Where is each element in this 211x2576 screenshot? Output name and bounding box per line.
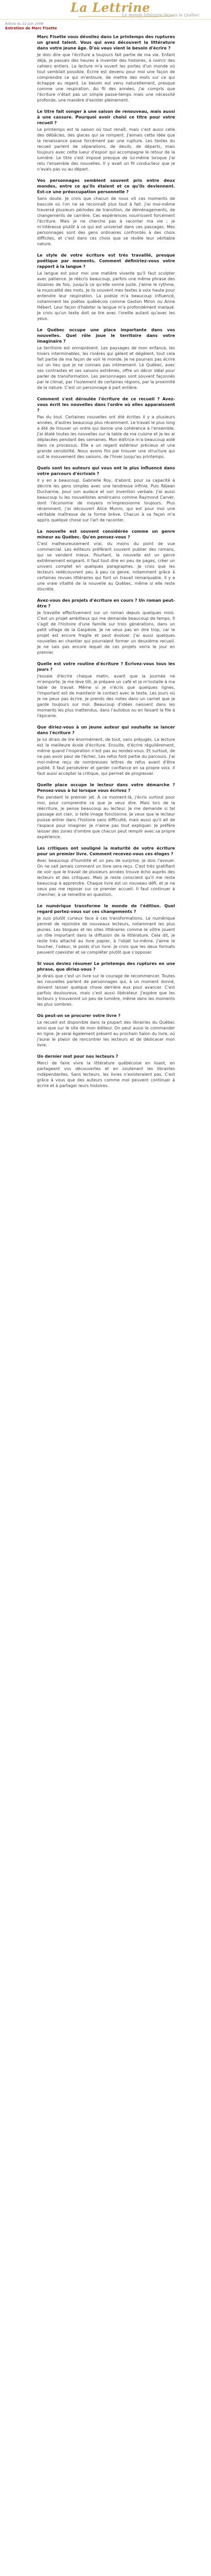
interview-question: Le numérique transforme le monde de l'édition. Quel regard portez-vous sur ces changements ? [37,904,175,914]
interview-question: Quelle est votre routine d'écriture ? Écrivez-vous tous les jours ? [37,662,175,672]
interview-question: Un dernier mot pour nos lecteurs ? [37,1054,118,1059]
interview-question: Avez-vous des projets d'écriture en cours ? Un roman peut-être ? [37,598,175,608]
interview-question: Le titre fait songer à une saison de renouveau, mais aussi à une cassure. Pourquoi avoir choisi ce titre pour votre recueil ? [37,109,175,125]
interview-qa-block [37,327,175,391]
interview-qa-block [37,903,175,955]
interview-answer: Merci de faire vivre la littérature québécoise en lisant, en partageant vos découvertes et en soutenant les librairies indépendantes. Sans lecteurs, les livres n'existeraient pas. C'est grâce à vous que des auteurs comme moi peuvent continuer à écrire et à partager leurs histoires. [37,1061,175,1088]
interview-answer: Le recueil est disponible dans la plupart des librairies du Québec ainsi que sur le site de mon éditeur. On peut aussi le commander en ligne. Je serai également présent au prochain Salon du livre, où j'aurai le plaisir de rencontrer les lecteurs et de dédicacer mon livre. [37,1020,175,1047]
interview-question: Que diriez-vous à un jeune auteur qui souhaite se lancer dans l'écriture ? [37,725,175,735]
interview-question: Comment s'est déroulée l'écriture de ce recueil ? Avez-vous écrit les nouvelles dans l'ordre où elles apparaissent ? [37,397,175,413]
interview-answer: Je travaille effectivement sur un roman depuis quelques mois. C'est un projet ambitieux qui me demande beaucoup de temps. Il s'agit de l'histoire d'une famille sur trois générations, dans un petit village de la Gaspésie. Je ne veux pas en dire trop, car le projet est encore fragile et peut évoluer. J'ai aussi quelques nouvelles en chantier qui pourraient former un deuxième recueil. Je ne sais pas encore lequel de ces projets verra le jour en premier. [37,611,175,655]
interview-question: La nouvelle est souvent considérée comme un genre mineur au Québec. Qu'en pensez-vous ? [37,529,175,539]
interview-qa-block [37,661,175,719]
site-logo-subtitle: Le monde littéraire depuis le Québec [121,13,200,18]
interview-question: Où peut-on se procurer votre livre ? [37,1013,121,1018]
interview-answer: Le territoire est omniprésent. Les paysages de mon enfance, les hivers interminables, les rivières qui gèlent et dégèlent, tout cela fait partie de ma façon de voir le monde. Je ne pourrais pas écrire sur un lieu que je ne connais pas intimement. Le Québec, avec ses contrastes et ses saisons extrêmes, offre un décor idéal pour parler de transformation. Les personnages sont souvent façonnés par le climat, par l'isolement de certaines régions, par la proximité de la nature. C'est un personnage à part entière. [37,346,175,390]
article-body [0,31,211,1089]
interview-answer: Je dois dire que l'écriture a toujours fait partie de ma vie. Enfant déjà, je passais des heures à inventer des histoires, à noircir des cahiers entiers. La lecture m'a ouvert les portes d'un monde où tout semblait possible. Écrire est devenu pour moi une façon de comprendre ce qui m'entoure, de mettre des mots sur ce qui échappe au regard. Le besoin est venu naturellement, presque comme une respiration. Au fil des années, j'ai compris que l'écriture n'était pas un simple passe-temps mais une nécessité profonde, une manière d'exister pleinement. [37,53,175,103]
interview-qa-block [37,396,175,460]
site-header [0,0,211,20]
interview-question: Marc Fisette vous dévoilez dans Le printemps des ruptures un grand talent. Vous qui avez découvert la littérature dans votre jeune âge. D'où vous vient le besoin d'écrire ? [37,35,175,50]
interview-question: Quels sont les auteurs qui vous ont le plus influencé dans votre parcours d'écrivain ? [37,466,175,476]
interview-question: Si vous deviez résumer Le printemps des ruptures en une phrase, que diriez-vous ? [37,961,175,972]
interview-answer: Sans doute. Je crois que chacun de nous vit ces moments de bascule où l'on ne se reconnaît plus tout à fait. J'ai moi-même traversé plusieurs périodes de transition, de déménagements, de changements de carrière. Ces expériences nourrissent forcément l'écriture. Mais je ne cherche pas à raconter ma vie ; je m'intéresse plutôt à ce qui est universel dans ces passages. Mes personnages sont des gens ordinaires confrontés à des choix difficiles, et c'est dans ces choix que se révèle leur véritable nature. [37,196,175,246]
interview-qa-block [37,1013,175,1048]
interview-question: Vos personnages semblent souvent pris entre deux mondes, entre ce qu'ils étaient et ce qu'ils deviennent. Est-ce une préoccupation personnelle ? [37,178,175,194]
interview-answer: Je lui dirais de lire énormément, de tout, sans préjugés. La lecture est la meilleure école d'écriture. Ensuite, d'écrire régulièrement, même quand l'inspiration n'est pas au rendez-vous. Et surtout, de ne pas avoir peur de l'échec. Les refus font partie du parcours. J'ai moi-même reçu de nombreuses lettres de refus avant d'être publié. Il faut persévérer et garder confiance en sa propre voix. Il faut aussi accepter la critique, qui permet de progresser. [37,737,175,776]
site-logo-title[interactable]: La Lettrine [70,0,150,15]
interview-answer: Le printemps est la saison où tout renaît, mais c'est aussi celle des débâcles, des glaces qui se rompent. J'aimais cette idée que la renaissance passe forcément par une rupture. Les textes du recueil parlent de séparations, de deuils, de départs, mais toujours avec cette lueur d'espoir qui accompagne le retour de la lumière. Le titre s'est imposé presque de lui-même lorsque j'ai relu l'ensemble des nouvelles. Il y avait un fil conducteur que je n'avais pas vu au départ. [37,127,175,172]
interview-qa-block [37,1054,175,1089]
interview-qa-block [37,252,175,321]
interview-qa-block [37,178,175,247]
interview-qa-block [37,598,175,655]
interview-answer: J'essaie d'écrire chaque matin, avant que la journée ne m'emporte. Je me lève tôt, je prépare un café et je m'installe à ma table de travail. Même si je n'écris que quelques lignes, l'important est de maintenir le contact avec le texte. Les jours où je ne peux pas écrire, je prends des notes dans un carnet que je garde toujours sur moi. Beaucoup d'idées naissent dans les moments les plus inattendus, dans l'autobus ou en faisant la file à l'épicerie. [37,674,175,718]
article-date: Article du 22 juin 2008 [5,22,44,26]
interview-answer: Je dirais que c'est un livre sur le courage de recommencer. Toutes les nouvelles parlent de personnages qui, à un moment donné, doivent laisser quelque chose derrière eux pour avancer. C'est parfois douloureux, mais c'est aussi libérateur. J'espère que les lecteurs y trouveront un peu de lumière, même dans les moments les plus sombres. [37,974,175,1007]
interview-answer: Je suis plutôt curieux face à ces transformations. Le numérique permet de rejoindre de nouveaux lecteurs, notamment les plus jeunes. Les blogues et les sites littéraires comme le vôtre jouent un rôle important dans la diffusion de la littérature. Cela dit, je reste très attaché au livre papier, à l'objet lui-même. J'aime le toucher, l'odeur, le poids d'un livre. Je crois que les deux formats peuvent coexister et se compléter plutôt que s'opposer. [37,916,175,955]
interview-qa-block [37,961,175,1007]
interview-qa-block [37,109,175,172]
article-title[interactable]: Entretien de Marc Fisette [5,26,57,30]
interview-answer: C'est malheureusement vrai, du moins du point de vue commercial. Les éditeurs préfèrent souvent publier des romans, qui se vendent mieux. Pourtant, la nouvelle est un genre extrêmement exigeant. Il faut tout dire en peu de pages, créer un univers complet en quelques paragraphes. Je crois que les lecteurs redécouvrent peu à peu ce genre, notamment grâce à certaines revues littéraires qui font un travail remarquable. Il y a une vraie vitalité de la nouvelle au Québec, même si elle reste discrète. [37,541,175,591]
interview-qa-block [37,845,175,897]
interview-question: Le Québec occupe une place importante dans vos nouvelles. Quel rôle joue le territoire dans votre imaginaire ? [37,328,175,344]
interview-answer: Il y en a beaucoup. Gabrielle Roy, d'abord, pour sa capacité à décrire les gens simples avec une tendresse infinie. Puis Réjean Ducharme, pour son audace et son invention verbale. J'ai aussi beaucoup lu les nouvellistes américains comme Raymond Carver, dont l'économie de moyens m'impressionne toujours. Plus récemment, j'ai découvert Alice Munro, qui est pour moi une véritable maîtresse de la forme brève. Chacun à sa façon m'a appris quelque chose sur l'art de raconter. [37,478,175,522]
interview-question: Le style de votre écriture est très travaillé, presque poétique par moments. Comment définiriez-vous votre rapport à la langue ? [37,253,175,269]
interview-qa-block [37,782,175,840]
article-meta [0,20,211,25]
interview-qa-block [37,465,175,523]
interview-answer: Avec beaucoup d'humilité et un peu de surprise, je dois l'avouer. On ne sait jamais comment un livre sera reçu. C'est très gratifiant de voir que le travail de plusieurs années trouve écho auprès des lecteurs et des critiques. Mais je reste conscient qu'il me reste beaucoup à apprendre. Chaque livre est un nouveau défi, et je ne veux pas me reposer sur ce premier accueil. Il faut continuer à chercher, à se remettre en question. [37,858,175,897]
interview-answer: Pas du tout. Certaines nouvelles ont été écrites il y a plusieurs années, d'autres beaucoup plus récemment. Le travail le plus long a été de trouver un ordre qui donne une cohérence à l'ensemble. J'ai étalé toutes les nouvelles sur la table de ma cuisine et je les ai déplacées pendant des semaines. Mon éditrice m'a beaucoup aidé dans ce processus. Elle a un regard extérieur précieux et une grande sensibilité. Nous avons fini par trouver une structure qui suit le mouvement des saisons, de l'hiver jusqu'au printemps. [37,415,175,459]
interview-question: Quelle place occupe le lecteur dans votre démarche ? Pensez-vous à lui lorsque vous écrivez ? [37,783,175,793]
interview-qa-block [37,529,175,592]
interview-answer: Pas pendant le premier jet. À ce moment-là, j'écris surtout pour moi, pour comprendre ce que je veux dire. Mais lors de la réécriture, je pense beaucoup au lecteur. Je me demande si tel passage est clair, si telle image fonctionne. Je veux que le lecteur puisse entrer dans l'histoire sans difficulté, mais aussi qu'il ait de l'espace pour imaginer. Je n'aime pas tout expliquer. Je préfère laisser des zones d'ombre que chacun peut remplir avec sa propre expérience. [37,795,175,839]
interview-question: Les critiques ont souligné la maturité de votre écriture pour un premier livre. Comment recevez-vous ces éloges ? [37,846,175,856]
interview-qa-block [37,724,175,776]
interview-qa-block [37,34,175,103]
interview-answer: La langue est pour moi une matière vivante qu'il faut sculpter avec patience. Je réécris beaucoup, parfois une même phrase des dizaines de fois, jusqu'à ce qu'elle sonne juste. J'aime le rythme, la musicalité des mots. Je lis souvent mes textes à voix haute pour entendre leur respiration. La poésie m'a beaucoup influencé, notamment les poètes québécois comme Gaston Miron ou Anne Hébert. Leur façon d'habiter la langue m'a profondément marqué. Je crois qu'un texte doit se lire avec l'oreille autant qu'avec les yeux. [37,271,175,321]
